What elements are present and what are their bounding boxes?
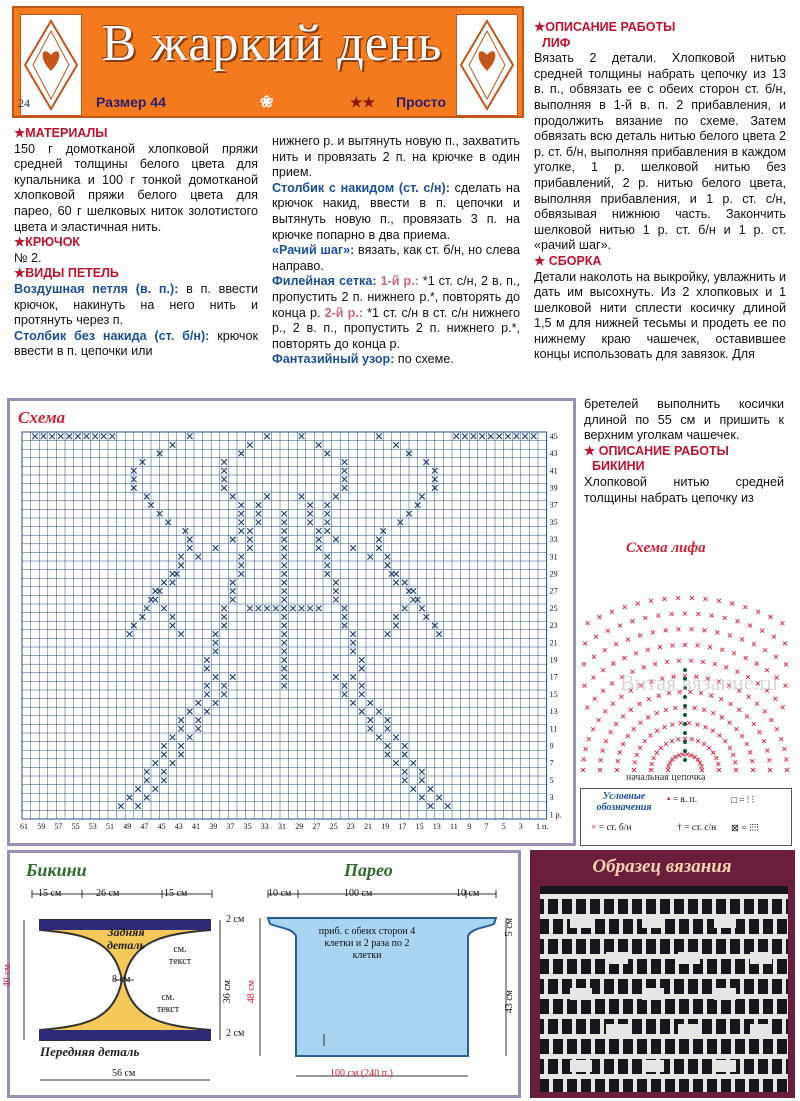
butterfly-filet-chart bbox=[18, 430, 578, 840]
scheme-col-label: 35 bbox=[243, 822, 252, 831]
vp-text: в п. ввести крючок, накинуть на него нить и протянуть через п. bbox=[14, 281, 258, 328]
assembly-text-1: Детали наколоть на выкройку, увлажнить и дать им высохнуть. Из 2 хлопковых и 1 шелковой нити сплести косичку длиной 1,5 м для нижней тесьмы и продеть ее по нижнему краю чашечек, оставившее концы использовать для завязок. Для bbox=[534, 269, 786, 362]
column-description-cont: бретелей выполнить косички длиной по 55 см и пришить к верхним уголкам чашечек. ★ ОПИСАНИЕ РАБОТЫ БИКИНИ Хлопковой нитью средней толщины набрать цепочку из bbox=[584, 397, 784, 505]
legend-item-sbn: × = ст. б/н bbox=[591, 823, 632, 833]
stitches-heading: ВИДЫ ПЕТЕЛЬ bbox=[25, 266, 119, 281]
scheme-col-label: 47 bbox=[140, 822, 149, 831]
bikini-back-label: Задняя деталь bbox=[106, 925, 146, 952]
size-bar bbox=[84, 94, 459, 114]
scheme-row-label: 9 bbox=[549, 741, 554, 751]
sbn-continued: нижнего р. и вытянуть новую п., захватить нить и провязать 2 п. на крючке в один прием. bbox=[272, 134, 520, 180]
fil-row2-text: *1 ст. с/н в ст. с/н нижнего р., 2 в. п., пропустить 2 п. нижнего р.*, повторять до конца р. bbox=[272, 305, 520, 351]
bikini-dim-bottom: 56 см bbox=[112, 1068, 136, 1079]
chain-label: начальная цепочка bbox=[626, 772, 706, 783]
fil-term: Филейная сетка: bbox=[272, 274, 377, 289]
lif-subheading: ЛИФ bbox=[542, 35, 571, 50]
legend-item-ssn: † = ст. с/н bbox=[677, 823, 717, 833]
scheme-col-label: 1 п. bbox=[536, 822, 549, 831]
scheme-row-label: 17 bbox=[549, 672, 558, 682]
pareo-dim-top-1: 10 см bbox=[268, 888, 292, 899]
scheme-row-label: 39 bbox=[549, 483, 558, 493]
legend-item-crossbox: ⊠ = ⫶⫶⫶⫶ bbox=[731, 824, 759, 834]
scheme-col-label: 61 bbox=[20, 822, 28, 831]
pareo-dim-left: 48 см bbox=[246, 980, 257, 1004]
scheme-col-label: 19 bbox=[381, 822, 390, 831]
scheme-row-label: 23 bbox=[549, 621, 558, 631]
scheme-col-label: 57 bbox=[54, 822, 63, 831]
scheme-col-label: 25 bbox=[329, 822, 338, 831]
materials-text: 150 г домотканой хлопковой пряжи средней толщины белого цвета для купальника и 100 г тонкой домотканой хлопковой пряжи белого цвета для парео, 60 г шелковых ниток золотистого цвета и эластичная нить. bbox=[14, 141, 258, 234]
ssn-text: сделать на крючок накид, ввести в п. цепочки и вытянуть новую п., провязать 3 п. на крючке попарно в два приема. bbox=[272, 180, 521, 242]
difficulty-label: Просто bbox=[396, 94, 446, 110]
rak-term: «Рачий шаг»: bbox=[272, 243, 355, 258]
scheme-row-label: 43 bbox=[549, 449, 558, 459]
scheme-col-label: 31 bbox=[278, 822, 286, 831]
vp-term: Воздушная петля (в. п.): bbox=[14, 281, 179, 296]
scheme-col-label: 51 bbox=[106, 822, 114, 831]
scheme-row-label: 37 bbox=[549, 500, 558, 510]
scheme-col-label: 7 bbox=[484, 822, 489, 831]
scheme-row-label: 27 bbox=[549, 586, 558, 596]
lif-text: Вязать 2 детали. Хлопковой нитью средней толщины набрать цепочку из 13 в. п., обвязать ее с обеих сторон ст. б/н, выполняя в 1-й в. п. 2 прибавления, и продолжить вязание по схеме. Затем обвязать всю деталь нитью белого цвета 2 р. ст. б/н, выполняя прибавления в каждом уголке, 1 р. шелковой нитью без прибавлений, 2 р. нитью белого цвета, выполняя прибавления, и 1 р. ст. с/н, обвязывая нижнюю часть. Закончить шелковой нитью 1 р. ст. б/н и 1 р. ст. «рачий шаг». bbox=[534, 51, 786, 253]
bikini-dim-right-2: 36 см bbox=[222, 980, 233, 1004]
scheme-col-label: 11 bbox=[450, 822, 458, 831]
sbn-text: крючок ввести в п. цепочки или bbox=[14, 328, 258, 359]
lif-stitch-chart bbox=[580, 560, 790, 785]
bikini-subheading: БИКИНИ bbox=[592, 459, 645, 474]
scheme-row-label: 3 bbox=[549, 793, 554, 803]
bikini-text: Хлопковой нитью средней толщины набрать цепочку из bbox=[584, 474, 784, 505]
pareo-dim-top-2: 100 см bbox=[344, 888, 373, 899]
assembly-heading: СБОРКА bbox=[548, 253, 602, 268]
scheme-row-label: 11 bbox=[549, 724, 558, 734]
bikini-dim-top-3: 15 см bbox=[164, 888, 188, 899]
see-text-2: см. текст bbox=[156, 992, 180, 1015]
scheme-row-label: 33 bbox=[549, 535, 558, 545]
pareo-dim-bottom: 100 см (240 п.) bbox=[330, 1068, 393, 1079]
assembly-text-2: бретелей выполнить косички длиной по 55 см и пришить к верхним уголкам чашечек. bbox=[584, 397, 784, 443]
see-text-1: см. текст bbox=[168, 944, 192, 967]
legend-item-square: □ = ⫶ ⫶ bbox=[731, 796, 754, 806]
scheme-col-label: 27 bbox=[312, 822, 321, 831]
scheme-col-label: 17 bbox=[398, 822, 407, 831]
scheme-row-label: 31 bbox=[549, 552, 558, 562]
legend-box bbox=[580, 788, 792, 846]
scheme-col-label: 29 bbox=[295, 822, 304, 831]
scheme-col-label: 49 bbox=[123, 822, 132, 831]
scheme-row-label: 35 bbox=[549, 517, 558, 527]
column-stitches bbox=[272, 134, 520, 368]
header-banner bbox=[12, 6, 524, 118]
scheme-col-label: 33 bbox=[260, 822, 269, 831]
scheme-col-label: 39 bbox=[209, 822, 218, 831]
scheme-row-label: 29 bbox=[549, 569, 558, 579]
scheme-col-label: 5 bbox=[501, 822, 506, 831]
bikini-dim-top-1: 15 см bbox=[38, 888, 62, 899]
scheme-col-label: 45 bbox=[157, 822, 166, 831]
bikini-pattern-title: Бикини bbox=[26, 860, 87, 880]
scheme-row-label: 25 bbox=[549, 603, 558, 613]
scheme-title: Схема bbox=[18, 408, 66, 427]
ssn-term: Столбик с накидом (ст. с/н): bbox=[272, 180, 450, 195]
scheme-col-label: 13 bbox=[432, 822, 441, 831]
hook-heading: КРЮЧОК bbox=[25, 235, 81, 250]
fancy-term: Фантазийный узор: bbox=[272, 352, 395, 367]
pareo-dim-top-3: 10 см bbox=[456, 888, 480, 899]
rak-text: вязать, как ст. б/н, но слева направо. bbox=[272, 243, 520, 273]
bikini-dim-right-1: 2 см bbox=[226, 914, 245, 925]
scheme-col-label: 55 bbox=[71, 822, 80, 831]
bikini-front-label: Передняя деталь bbox=[40, 1044, 140, 1059]
scheme-row-label: 5 bbox=[549, 775, 554, 785]
pareo-dim-right-2: 43 см bbox=[504, 990, 515, 1014]
ornament-right-icon bbox=[456, 14, 518, 116]
scheme-row-label: 15 bbox=[549, 689, 558, 699]
materials-heading: МАТЕРИАЛЫ bbox=[25, 126, 108, 140]
bikini-heading: ОПИСАНИЕ РАБОТЫ bbox=[598, 443, 729, 458]
watermark-text: Витая вязание.ru bbox=[620, 670, 778, 695]
scheme-col-label: 37 bbox=[226, 822, 235, 831]
scheme-col-label: 59 bbox=[37, 822, 46, 831]
hook-text: № 2. bbox=[14, 250, 42, 265]
scheme-row-label: 13 bbox=[549, 707, 558, 717]
scheme-row-label: 21 bbox=[549, 638, 558, 648]
fancy-text: по схеме. bbox=[394, 352, 454, 367]
pareo-pattern-drawing bbox=[256, 880, 518, 1090]
flower-ornament-icon: ❀ bbox=[260, 94, 274, 111]
scheme-col-label: 23 bbox=[346, 822, 355, 831]
sbn-term: Столбик без накида (ст. б/н): bbox=[14, 328, 210, 343]
column-description: ★ОПИСАНИЕ РАБОТЫ ЛИФ Вязать 2 детали. Хлопковой нитью средней толщины набрать цепочку из 13 в. п., обвязать ее с обеих сторон ст. б/н, выполняя в 1-й в. п. 2 прибавления, и продолжить вязание по схеме. Затем обвязать всю деталь нитью белого цвета 2 р. ст. б/н, выполняя прибавления в каждом уголке, 1 р. шелковой нитью без прибавлений, 2 р. нитью белого цвета, выполняя прибавления, и 1 р. ст. с/н, обвязывая нижнюю часть. Закончить шелковой нитью 1 р. ст. б/н и 1 р. ст. «рачий шаг». ★ СБОРКА Детали наколоть на выкройку, увлажнить и дать им высохнуть. Из 2 хлопковых и 1 шелковой нити сплести косичку длиной 1,5 м для нижней тесьмы и продеть ее по нижнему краю чашечек, оставившее концы использовать для завязок. Для bbox=[534, 20, 786, 362]
page-title: В жаркий день bbox=[101, 15, 443, 72]
scheme-row-label: 19 bbox=[549, 655, 558, 665]
waist-dim: 8 см bbox=[112, 974, 131, 985]
fil-row1-text: *1 ст. с/н, 2 в. п., пропустить 2 п. нижнего р.*, повторять до конца р. bbox=[272, 274, 521, 320]
scheme-col-label: 9 bbox=[467, 822, 472, 831]
difficulty-stars: ★★ bbox=[350, 94, 376, 110]
scheme-row-label: 1 р. bbox=[549, 810, 562, 820]
pareo-note: приб. с обеих сторон 4 клетки и 2 раза по 2 клетки bbox=[318, 926, 416, 961]
scheme-row-label: 41 bbox=[549, 466, 558, 476]
scheme-row-label: 7 bbox=[549, 758, 554, 768]
fil-row1-label: 1-й р.: bbox=[376, 274, 419, 289]
pareo-dim-right-1: 5 см bbox=[504, 918, 515, 937]
page-number: 24 bbox=[18, 96, 30, 110]
sample-title: Образец вязания bbox=[592, 856, 732, 877]
column-materials: ★МАТЕРИАЛЫ 150 г домотканой хлопковой пряжи средней толщины белого цвета для купальника и 100 г тонкой домотканой хлопковой пряжи белого цвета для парео, 60 г шелковых ниток золотистого цвета и эластичная нить. ★КРЮЧОК № 2. ★ВИДЫ ПЕТЕЛЬ Воздушная петля (в. п.): в п. ввести крючок, накинуть на него нить и протянуть через п. Столбик без накида (ст. б/н): крючок ввести в п. цепочки или bbox=[14, 126, 258, 359]
fil-row2-label: 2-й р.: bbox=[320, 305, 364, 320]
scheme-col-label: 41 bbox=[192, 822, 200, 831]
bikini-dim-top-2: 26 см bbox=[96, 888, 120, 899]
scheme-col-label: 21 bbox=[364, 822, 372, 831]
size-label: Размер 44 bbox=[96, 94, 166, 110]
scheme-col-label: 43 bbox=[174, 822, 183, 831]
knitting-sample-photo bbox=[540, 886, 788, 1092]
legend-item-vp: • = в. п. bbox=[667, 795, 698, 805]
scheme-col-label: 15 bbox=[415, 822, 424, 831]
lif-scheme-title: Схема лифа bbox=[626, 540, 706, 556]
legend-title: Условные обозначения bbox=[596, 791, 652, 813]
bikini-dim-right-3: 2 см bbox=[226, 1028, 245, 1039]
scheme-col-label: 3 bbox=[518, 822, 523, 831]
bikini-dim-left: 40 см bbox=[2, 964, 13, 988]
lif-heading: ОПИСАНИЕ РАБОТЫ bbox=[545, 20, 676, 34]
pareo-pattern-title: Парео bbox=[344, 860, 393, 880]
scheme-row-label: 45 bbox=[549, 431, 558, 441]
scheme-col-label: 53 bbox=[88, 822, 97, 831]
